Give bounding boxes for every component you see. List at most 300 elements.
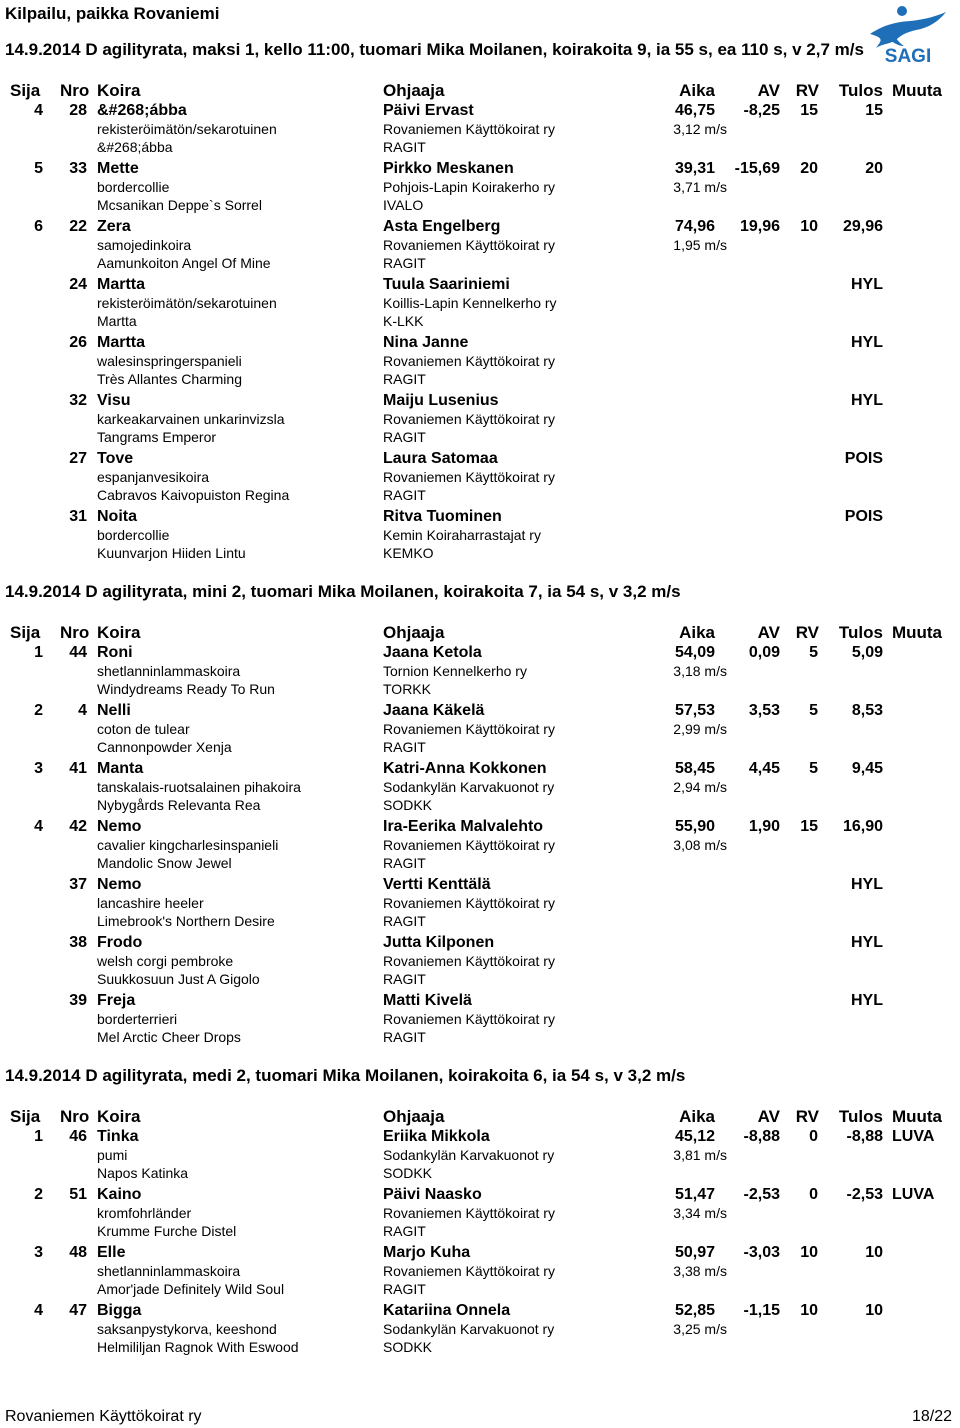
start-number: 27: [69, 450, 87, 467]
run-time: 45,12: [674, 1128, 715, 1145]
handler-club: Rovaniemen Käyttökoirat ry: [383, 721, 555, 737]
column-header-ohjaaja: Ohjaaja: [383, 1107, 445, 1126]
dog-name: Martta: [97, 334, 146, 351]
result-entry: [0, 934, 960, 992]
run-time: 51,47: [674, 1186, 715, 1203]
entry-main-line: [0, 334, 960, 354]
start-number: 28: [69, 102, 87, 119]
dog-official-name: Cannonpowder Xenja: [97, 739, 232, 755]
entry-main-line: [0, 276, 960, 296]
handler-name: Ira-Eerika Malvalehto: [383, 818, 544, 835]
entry-registry-line: [0, 681, 960, 699]
entry-main-line: [0, 160, 960, 180]
result-entry: [0, 1302, 960, 1360]
speed: 3,08 m/s: [673, 837, 727, 853]
entry-main-line: [0, 1244, 960, 1264]
column-header-muuta: Muuta: [891, 623, 942, 642]
footer-page-number: 18/22: [911, 1408, 952, 1425]
column-header-av: AV: [757, 81, 780, 100]
entry-detail-line: [0, 527, 960, 545]
entry-main-line: [0, 1128, 960, 1148]
time-faults: -8,88: [743, 1128, 780, 1145]
dog-official-name: Nybygårds Relevanta Rea: [97, 797, 261, 813]
column-header-rv: RV: [795, 623, 819, 642]
handler-club: Tornion Kennelkerho ry: [383, 663, 527, 679]
start-number: 44: [69, 644, 87, 661]
result: HYL: [851, 276, 883, 293]
dog-name: Martta: [97, 276, 146, 293]
result: 15: [865, 102, 883, 119]
dog-official-name: Aamunkoiton Angel Of Mine: [97, 255, 271, 271]
dog-breed: karkeakarvainen unkarinvizsla: [97, 411, 285, 427]
start-number: 39: [69, 992, 87, 1009]
entry-detail-line: [0, 179, 960, 197]
handler-club: Koillis-Lapin Kennelkerho ry: [383, 295, 557, 311]
dog-official-name: Très Allantes Charming: [97, 371, 242, 387]
dog-official-name: Limebrook's Northern Desire: [97, 913, 275, 929]
dog-official-name: Helmililjan Ragnok With Eswood: [97, 1339, 299, 1355]
entry-detail-line: [0, 121, 960, 139]
result: HYL: [851, 934, 883, 951]
result-entry: [0, 102, 960, 160]
handler-club: Kemin Koiraharrastajat ry: [383, 527, 541, 543]
start-number: 31: [69, 508, 87, 525]
dog-official-name: Suukkosuun Just A Gigolo: [97, 971, 260, 987]
handler-club: Rovaniemen Käyttökoirat ry: [383, 353, 555, 369]
handler-club: Rovaniemen Käyttökoirat ry: [383, 121, 555, 137]
time-faults: 0,09: [748, 644, 780, 661]
start-number: 41: [69, 760, 87, 777]
entry-detail-line: [0, 779, 960, 797]
time-faults: -8,25: [743, 102, 780, 119]
result: POIS: [844, 450, 883, 467]
handler-club: Rovaniemen Käyttökoirat ry: [383, 469, 555, 485]
speed: 3,38 m/s: [673, 1263, 727, 1279]
handler-name: Tuula Saariniemi: [383, 276, 510, 293]
handler-name: Matti Kivelä: [383, 992, 472, 1009]
column-header-aika: Aika: [679, 81, 715, 100]
entry-main-line: [0, 992, 960, 1012]
handler-name: Maiju Lusenius: [383, 392, 499, 409]
entry-registry-line: [0, 197, 960, 215]
time-faults: 4,45: [748, 760, 780, 777]
remark: LUVA: [892, 1186, 935, 1203]
result: HYL: [851, 992, 883, 1009]
entry-main-line: [0, 760, 960, 780]
handler-club: Rovaniemen Käyttökoirat ry: [383, 1263, 555, 1279]
course-faults: 0: [809, 1128, 818, 1145]
start-number: 42: [69, 818, 87, 835]
dog-breed: espanjanvesikoira: [97, 469, 210, 485]
dog-official-name: Amor'jade Definitely Wild Soul: [97, 1281, 285, 1297]
speed: 2,99 m/s: [673, 721, 727, 737]
entry-registry-line: [0, 1223, 960, 1241]
result: HYL: [851, 334, 883, 351]
run-time: 55,90: [674, 818, 715, 835]
dog-name: Kaino: [97, 1186, 142, 1203]
column-header-av: AV: [757, 1107, 780, 1126]
start-number: 26: [69, 334, 87, 351]
dog-breed: welsh corgi pembroke: [97, 953, 234, 969]
column-header-muuta: Muuta: [891, 81, 942, 100]
start-number: 48: [69, 1244, 87, 1261]
dog-breed: kromfohrländer: [97, 1205, 192, 1221]
section-title: 14.9.2014 D agilityrata, maksi 1, kello 11:00, tuomari Mika Moilanen, koirakoita 9, ia 55 s, ea 110 s, v 2,7 m/s: [5, 40, 864, 59]
dog-name: Mette: [97, 160, 139, 177]
start-number: 38: [69, 934, 87, 951]
dog-official-name: Krumme Furche Distel: [97, 1223, 237, 1239]
column-header-nro: Nro: [60, 1107, 90, 1126]
handler-name: Vertti Kenttälä: [383, 876, 491, 893]
handler-club: Rovaniemen Käyttökoirat ry: [383, 837, 555, 853]
dog-name: Manta: [97, 760, 144, 777]
entry-detail-line: [0, 1011, 960, 1029]
entry-registry-line: [0, 313, 960, 331]
dog-breed: shetlanninlammaskoira: [97, 663, 241, 679]
handler-town: RAGIT: [383, 371, 426, 387]
result-section: [0, 582, 960, 1050]
dog-name: Nelli: [97, 702, 131, 719]
run-time: 46,75: [674, 102, 715, 119]
result-entry: [0, 276, 960, 334]
start-number: 24: [69, 276, 87, 293]
start-number: 51: [69, 1186, 87, 1203]
handler-club: Sodankylän Karvakuonot ry: [383, 779, 555, 795]
handler-name: Jutta Kilponen: [383, 934, 495, 951]
dog-name: Tove: [97, 450, 134, 467]
handler-name: Marjo Kuha: [383, 1244, 471, 1261]
entry-registry-line: [0, 739, 960, 757]
column-header-sija: Sija: [10, 81, 41, 100]
result: 8,53: [851, 702, 883, 719]
run-time: 58,45: [674, 760, 715, 777]
dog-breed: walesinspringerspanieli: [97, 353, 242, 369]
section-title: 14.9.2014 D agilityrata, medi 2, tuomari Mika Moilanen, koirakoita 6, ia 54 s, v 3,2 m/s: [5, 1066, 686, 1085]
start-number: 37: [69, 876, 87, 893]
column-header-nro: Nro: [60, 81, 90, 100]
result: -8,88: [846, 1128, 883, 1145]
entry-registry-line: [0, 371, 960, 389]
dog-name: Tinka: [97, 1128, 139, 1145]
remark: LUVA: [892, 1128, 935, 1145]
time-faults: 1,90: [748, 818, 780, 835]
placement: 1: [34, 644, 43, 661]
speed: 3,12 m/s: [673, 121, 727, 137]
entry-registry-line: [0, 487, 960, 505]
dog-official-name: Tangrams Emperor: [97, 429, 217, 445]
entry-registry-line: [0, 1281, 960, 1299]
handler-town: RAGIT: [383, 855, 426, 871]
entry-registry-line: [0, 797, 960, 815]
handler-town: RAGIT: [383, 913, 426, 929]
dog-name: Zera: [97, 218, 131, 235]
column-header-aika: Aika: [679, 1107, 715, 1126]
placement: 3: [34, 760, 43, 777]
column-header-tulos: Tulos: [838, 1107, 883, 1126]
dog-name: Nemo: [97, 818, 142, 835]
entry-detail-line: [0, 895, 960, 913]
dog-name: Frodo: [97, 934, 143, 951]
run-time: 57,53: [674, 702, 715, 719]
entry-detail-line: [0, 353, 960, 371]
column-header-ohjaaja: Ohjaaja: [383, 81, 445, 100]
column-header-row: [0, 623, 960, 643]
dog-breed: lancashire heeler: [97, 895, 204, 911]
column-header-tulos: Tulos: [838, 623, 883, 642]
handler-town: RAGIT: [383, 139, 426, 155]
dog-name: Elle: [97, 1244, 126, 1261]
start-number: 4: [78, 702, 87, 719]
course-faults: 0: [809, 1186, 818, 1203]
result-entry: [0, 218, 960, 276]
column-header-koira: Koira: [97, 81, 141, 100]
result-entry: [0, 818, 960, 876]
speed: 3,18 m/s: [673, 663, 727, 679]
entry-registry-line: [0, 855, 960, 873]
start-number: 32: [69, 392, 87, 409]
time-faults: -2,53: [743, 1186, 780, 1203]
result-entry: [0, 992, 960, 1050]
handler-name: Päivi Naasko: [383, 1186, 482, 1203]
result-section: [0, 1066, 960, 1360]
result: 20: [865, 160, 883, 177]
result-entry: [0, 1186, 960, 1244]
entry-registry-line: [0, 1339, 960, 1357]
placement: 4: [34, 1302, 43, 1319]
placement: 2: [34, 1186, 43, 1203]
placement: 1: [34, 1128, 43, 1145]
result-entry: [0, 450, 960, 508]
entry-detail-line: [0, 953, 960, 971]
handler-town: SODKK: [383, 1165, 433, 1181]
result: 10: [865, 1244, 883, 1261]
run-time: 52,85: [674, 1302, 715, 1319]
dog-breed: tanskalais-ruotsalainen pihakoira: [97, 779, 301, 795]
handler-name: Päivi Ervast: [383, 102, 474, 119]
column-header-sija: Sija: [10, 623, 41, 642]
entry-detail-line: [0, 237, 960, 255]
column-header-koira: Koira: [97, 623, 141, 642]
entry-registry-line: [0, 545, 960, 563]
result: HYL: [851, 876, 883, 893]
handler-town: RAGIT: [383, 971, 426, 987]
result: POIS: [844, 508, 883, 525]
handler-club: Rovaniemen Käyttökoirat ry: [383, 237, 555, 253]
handler-club: Rovaniemen Käyttökoirat ry: [383, 1205, 555, 1221]
handler-club: Sodankylän Karvakuonot ry: [383, 1321, 555, 1337]
entry-detail-line: [0, 663, 960, 681]
placement: 3: [34, 1244, 43, 1261]
handler-town: RAGIT: [383, 255, 426, 271]
dog-breed: samojedinkoira: [97, 237, 192, 253]
time-faults: 19,96: [739, 218, 780, 235]
handler-name: Ritva Tuominen: [383, 508, 502, 525]
result: 10: [865, 1302, 883, 1319]
course-faults: 15: [800, 818, 818, 835]
entry-detail-line: [0, 1263, 960, 1281]
dog-breed: bordercollie: [97, 179, 170, 195]
result: 16,90: [842, 818, 883, 835]
dog-breed: rekisteröimätön/sekarotuinen: [97, 295, 277, 311]
run-time: 50,97: [674, 1244, 715, 1261]
dog-breed: shetlanninlammaskoira: [97, 1263, 241, 1279]
dog-name: Bigga: [97, 1302, 142, 1319]
column-header-rv: RV: [795, 81, 819, 100]
result-entry: [0, 160, 960, 218]
result-entry: [0, 334, 960, 392]
run-time: 74,96: [674, 218, 715, 235]
course-faults: 15: [800, 102, 818, 119]
section-title: 14.9.2014 D agilityrata, mini 2, tuomari Mika Moilanen, koirakoita 7, ia 54 s, v 3,2 m/s: [5, 582, 681, 601]
result-entry: [0, 1244, 960, 1302]
time-faults: 3,53: [748, 702, 780, 719]
handler-name: Asta Engelberg: [383, 218, 501, 235]
start-number: 22: [69, 218, 87, 235]
result: 5,09: [851, 644, 883, 661]
result: 9,45: [851, 760, 883, 777]
handler-club: Rovaniemen Käyttökoirat ry: [383, 411, 555, 427]
column-header-ohjaaja: Ohjaaja: [383, 623, 445, 642]
placement: 4: [34, 102, 43, 119]
column-header-nro: Nro: [60, 623, 90, 642]
dog-official-name: Napos Katinka: [97, 1165, 189, 1181]
course-faults: 20: [800, 160, 818, 177]
time-faults: -3,03: [743, 1244, 780, 1261]
handler-name: Nina Janne: [383, 334, 469, 351]
entry-main-line: [0, 934, 960, 954]
time-faults: -15,69: [734, 160, 780, 177]
entry-main-line: [0, 102, 960, 122]
result: HYL: [851, 392, 883, 409]
entry-main-line: [0, 1302, 960, 1322]
handler-town: K-LKK: [383, 313, 424, 329]
entry-registry-line: [0, 913, 960, 931]
entry-registry-line: [0, 971, 960, 989]
dog-official-name: Windydreams Ready To Run: [97, 681, 275, 697]
column-header-rv: RV: [795, 1107, 819, 1126]
start-number: 33: [69, 160, 87, 177]
dog-name: Nemo: [97, 876, 142, 893]
dog-breed: pumi: [97, 1147, 128, 1163]
footer-organizer: Rovaniemen Käyttökoirat ry: [5, 1408, 202, 1425]
dog-name: Roni: [97, 644, 133, 661]
placement: 2: [34, 702, 43, 719]
dog-official-name: Mcsanikan Deppe`s Sorrel: [97, 197, 262, 213]
entry-main-line: [0, 218, 960, 238]
entry-detail-line: [0, 837, 960, 855]
placement: 4: [34, 818, 43, 835]
dog-breed: bordercollie: [97, 527, 170, 543]
column-header-tulos: Tulos: [838, 81, 883, 100]
entry-main-line: [0, 508, 960, 528]
handler-town: RAGIT: [383, 1281, 426, 1297]
time-faults: -1,15: [743, 1302, 780, 1319]
result-entry: [0, 702, 960, 760]
result: -2,53: [846, 1186, 883, 1203]
entry-main-line: [0, 644, 960, 664]
handler-name: Laura Satomaa: [383, 450, 498, 467]
course-faults: 10: [800, 218, 818, 235]
entry-main-line: [0, 818, 960, 838]
handler-club: Rovaniemen Käyttökoirat ry: [383, 953, 555, 969]
handler-town: IVALO: [383, 197, 424, 213]
handler-club: Sodankylän Karvakuonot ry: [383, 1147, 555, 1163]
entry-main-line: [0, 702, 960, 722]
entry-registry-line: [0, 139, 960, 157]
dog-official-name: Martta: [97, 313, 137, 329]
column-header-muuta: Muuta: [891, 1107, 942, 1126]
handler-town: RAGIT: [383, 1223, 426, 1239]
placement: 5: [34, 160, 43, 177]
entry-detail-line: [0, 721, 960, 739]
column-header-koira: Koira: [97, 1107, 141, 1126]
handler-club: Pohjois-Lapin Koirakerho ry: [383, 179, 555, 195]
result-entry: [0, 1128, 960, 1186]
dog-official-name: Kuunvarjon Hiiden Lintu: [97, 545, 246, 561]
result-entry: [0, 644, 960, 702]
entry-detail-line: [0, 411, 960, 429]
dog-official-name: Cabravos Kaivopuiston Regina: [97, 487, 290, 503]
speed: 3,25 m/s: [673, 1321, 727, 1337]
placement: 6: [34, 218, 43, 235]
handler-name: Katariina Onnela: [383, 1302, 511, 1319]
dog-breed: cavalier kingcharlesinspanieli: [97, 837, 279, 853]
result-entry: [0, 392, 960, 450]
speed: 3,71 m/s: [673, 179, 727, 195]
column-header-row: [0, 1107, 960, 1127]
dog-breed: coton de tulear: [97, 721, 190, 737]
dog-breed: rekisteröimätön/sekarotuinen: [97, 121, 277, 137]
course-faults: 5: [809, 760, 818, 777]
entry-registry-line: [0, 1029, 960, 1047]
handler-town: RAGIT: [383, 429, 426, 445]
handler-club: Rovaniemen Käyttökoirat ry: [383, 1011, 555, 1027]
handler-name: Katri-Anna Kokkonen: [383, 760, 547, 777]
course-faults: 10: [800, 1244, 818, 1261]
result: 29,96: [842, 218, 883, 235]
entry-main-line: [0, 876, 960, 896]
entry-registry-line: [0, 1165, 960, 1183]
handler-name: Jaana Ketola: [383, 644, 482, 661]
course-faults: 10: [800, 1302, 818, 1319]
handler-town: RAGIT: [383, 739, 426, 755]
dog-name: Noita: [97, 508, 137, 525]
dog-name: &#268;ábba: [97, 102, 187, 119]
column-header-row: [0, 81, 960, 101]
column-header-sija: Sija: [10, 1107, 41, 1126]
speed: 3,81 m/s: [673, 1147, 727, 1163]
handler-town: RAGIT: [383, 1029, 426, 1045]
handler-town: KEMKO: [383, 545, 434, 561]
speed: 2,94 m/s: [673, 779, 727, 795]
run-time: 39,31: [674, 160, 715, 177]
dog-official-name: Mel Arctic Cheer Drops: [97, 1029, 241, 1045]
column-header-av: AV: [757, 623, 780, 642]
dog-breed: saksanpystykorva, keeshond: [97, 1321, 277, 1337]
handler-name: Jaana Käkelä: [383, 702, 485, 719]
handler-town: SODKK: [383, 1339, 433, 1355]
run-time: 54,09: [674, 644, 715, 661]
start-number: 47: [69, 1302, 87, 1319]
dog-name: Visu: [97, 392, 131, 409]
entry-registry-line: [0, 255, 960, 273]
course-faults: 5: [809, 702, 818, 719]
dog-official-name: Mandolic Snow Jewel: [97, 855, 232, 871]
entry-main-line: [0, 392, 960, 412]
dog-official-name: &#268;ábba: [97, 139, 173, 155]
dog-name: Freja: [97, 992, 136, 1009]
handler-town: RAGIT: [383, 487, 426, 503]
